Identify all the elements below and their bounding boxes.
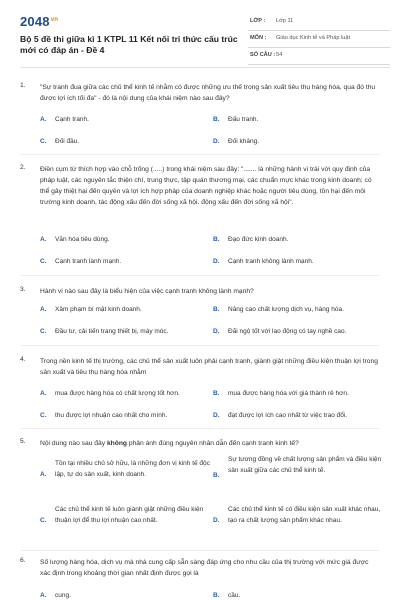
option-a[interactable] — [40, 236, 110, 243]
option-text: mua được hàng hóa có chất lượng tốt hơn. — [55, 390, 180, 397]
option-letter: C. — [40, 258, 47, 265]
option-b[interactable] — [213, 592, 240, 599]
document-title: Bộ 5 đề thi giữa kì 1 KTPL 11 Kết nối tri thức cấu trúc mới có đáp án - Đề 4 — [20, 34, 238, 55]
option-letter: C. — [40, 138, 47, 145]
question-number: 6. — [20, 557, 26, 564]
option-letter: B. — [213, 306, 220, 313]
meta-key: LỚP : — [250, 18, 266, 24]
option-b[interactable] — [213, 390, 349, 397]
option-letter: C. — [40, 517, 47, 524]
option-letter: B. — [213, 472, 220, 479]
question-text: Điền cụm từ thích hợp vào chỗ trống (.....) trong khái niệm sau đây: "....... là những hành vi trái với quy định của pháp luật, các nguyên tắc thiện chí, trung thực, tập quán thương mại, các chuẩn mực khác trong kinh doanh; có thể gây thiệt hại đến quyền và lợi ích hợp pháp của doanh nghiệp khác hoặc người tiêu dùng, tồn hại đến môi trường kinh doanh, tác động xấu đến đời sống xã hội. động xấu đến đời sống xã hội". — [40, 166, 372, 206]
option-letter: D. — [213, 328, 220, 335]
question-divider — [20, 428, 380, 429]
option-text: Xâm phạm bí mật kinh doanh. — [55, 306, 142, 313]
option-a[interactable] — [40, 390, 180, 397]
option-b[interactable] — [213, 236, 288, 243]
option-text: Tồn tại nhiều chủ sở hữu, là những đơn vị kinh tế độc lập, tự do sản xuất, kinh doanh. — [55, 460, 210, 478]
option-letter: A. — [40, 390, 47, 397]
meta-row-subject — [248, 31, 390, 48]
meta-key: MÔN : — [250, 35, 267, 41]
option-d[interactable] — [213, 258, 314, 265]
option-a[interactable] — [40, 592, 71, 599]
question-text-emphasis: không — [106, 440, 127, 447]
meta-row-count — [248, 48, 390, 65]
question-text — [40, 438, 380, 449]
question-divider — [20, 550, 380, 551]
option-text: Cạnh tranh không lành mạnh. — [228, 258, 314, 265]
option-b[interactable] — [213, 306, 344, 313]
option-b[interactable] — [213, 454, 388, 494]
question-number: 4. — [20, 356, 26, 363]
question-text: "Sự tranh đua giữa các chủ thể kinh tế nhằm có được những ưu thế trong sản xuất tiêu thụ hàng hóa, qua đó thu được lợi ích tối đa" - đó là nội dung của khái niệm nào sau đây? — [40, 84, 376, 102]
option-c[interactable] — [40, 412, 167, 419]
option-c[interactable] — [40, 138, 79, 145]
question-number: 2. — [20, 164, 26, 171]
question-divider — [20, 154, 380, 155]
question-text-post: phản ánh đúng nguyên nhân dẫn đến cạnh tranh kinh tế? — [127, 440, 299, 447]
option-text: cung. — [55, 592, 71, 599]
document-header — [20, 14, 390, 62]
option-letter: A. — [40, 236, 47, 243]
header-divider — [20, 67, 390, 68]
meta-key: SỐ CÂU : — [250, 52, 276, 58]
option-text: đạt được lợi ích cao nhất từ việc trao đổi. — [228, 412, 348, 419]
option-text: Đối đầu. — [55, 138, 80, 145]
logo-main: 2048 — [20, 14, 50, 29]
option-letter: A. — [40, 471, 47, 478]
option-text: mua được hàng hóa với giá thành rẻ hơn. — [228, 390, 349, 397]
option-c[interactable] — [40, 258, 121, 265]
option-text: Đối kháng. — [228, 138, 260, 145]
option-text: Các chủ thể kinh tế luôn giành giật những điều kiện thuận lợi để thu lợi nhuận cao nhất. — [55, 506, 204, 524]
meta-table — [248, 14, 390, 65]
option-letter: D. — [213, 258, 220, 265]
question-number: 3. — [20, 286, 26, 293]
option-d[interactable] — [213, 412, 347, 419]
option-letter: B. — [213, 592, 220, 599]
site-logo[interactable] — [20, 14, 58, 29]
option-text: Cạnh tranh. — [55, 116, 89, 123]
logo-sub: vn — [50, 16, 59, 23]
option-b[interactable] — [213, 116, 258, 123]
option-text: Cạnh tranh lành mạnh. — [55, 258, 122, 265]
option-letter: B. — [213, 390, 220, 397]
question-text: Số lượng hàng hóa, dịch vụ mà nhà cung cấp sẵn sàng đáp ứng cho nhu cầu của thị trường với mức giá được xác định trong khoảng thời gian nhất định được gọi là — [40, 559, 369, 577]
option-letter: D. — [213, 517, 220, 524]
question-5 — [20, 438, 380, 550]
option-d[interactable] — [213, 504, 388, 540]
option-text: cầu. — [228, 592, 241, 599]
question-divider — [20, 275, 380, 276]
question-divider — [20, 345, 380, 346]
option-c[interactable] — [40, 328, 168, 335]
option-text: Các chủ thể kinh tế có điều kiện sản xuất khác nhau, tạo ra chất lượng sản phẩm khác nhau. — [228, 506, 381, 524]
question-2 — [20, 164, 380, 270]
question-6 — [20, 557, 380, 600]
question-1 — [20, 82, 380, 162]
option-d[interactable] — [213, 328, 346, 335]
option-d[interactable] — [213, 138, 259, 145]
option-letter: A. — [40, 306, 47, 313]
meta-value: 54 — [276, 52, 283, 58]
option-letter: C. — [40, 328, 47, 335]
question-number: 5. — [20, 438, 26, 445]
option-text: Đấu tranh. — [228, 116, 259, 123]
option-text: thu được lợi nhuận cao nhất cho mình. — [55, 412, 168, 419]
option-letter: B. — [213, 116, 220, 123]
meta-value: Lớp 11 — [276, 18, 294, 24]
option-a[interactable] — [40, 306, 142, 313]
question-number: 1. — [20, 82, 26, 89]
question-text: Hành vi nào sau đây là biểu hiện của việc cạnh tranh không lành mạnh? — [40, 288, 254, 295]
question-4 — [20, 356, 380, 422]
option-a[interactable] — [40, 116, 89, 123]
meta-row-class — [248, 14, 390, 31]
meta-value: Giáo dục Kinh tế và Pháp luật — [276, 35, 351, 41]
option-text: Đạo đức kinh doanh. — [228, 236, 289, 243]
option-a[interactable] — [40, 458, 215, 494]
option-letter: A. — [40, 592, 47, 599]
option-text: Nâng cao chất lượng dịch vụ, hàng hóa. — [228, 306, 344, 313]
option-text: Đãi ngộ tốt với lao động có tay nghề cao. — [228, 328, 347, 335]
option-letter: D. — [213, 412, 220, 419]
option-letter: C. — [40, 412, 47, 419]
question-text: Trong nền kinh tế thị trường, các chủ thể sản xuất luôn phải cạnh tranh, giành giật những điều kiện thuận lợi trong sản xuất và tiêu thụ hàng hóa nhằm — [40, 358, 378, 376]
question-3 — [20, 286, 380, 342]
option-c[interactable] — [40, 504, 215, 540]
option-letter: B. — [213, 236, 220, 243]
option-letter: D. — [213, 138, 220, 145]
question-text-pre: Nội dung nào sau đây — [40, 440, 107, 447]
option-text: Đầu tư, cải tiến trang thiết bị, máy móc. — [55, 328, 169, 335]
option-letter: A. — [40, 116, 47, 123]
option-text: Văn hóa tiêu dùng. — [55, 236, 110, 243]
option-text: Sự tương đồng về chất lượng sản phẩm và điều kiện sản xuất giữa các chủ thể kinh tế. — [228, 456, 382, 474]
